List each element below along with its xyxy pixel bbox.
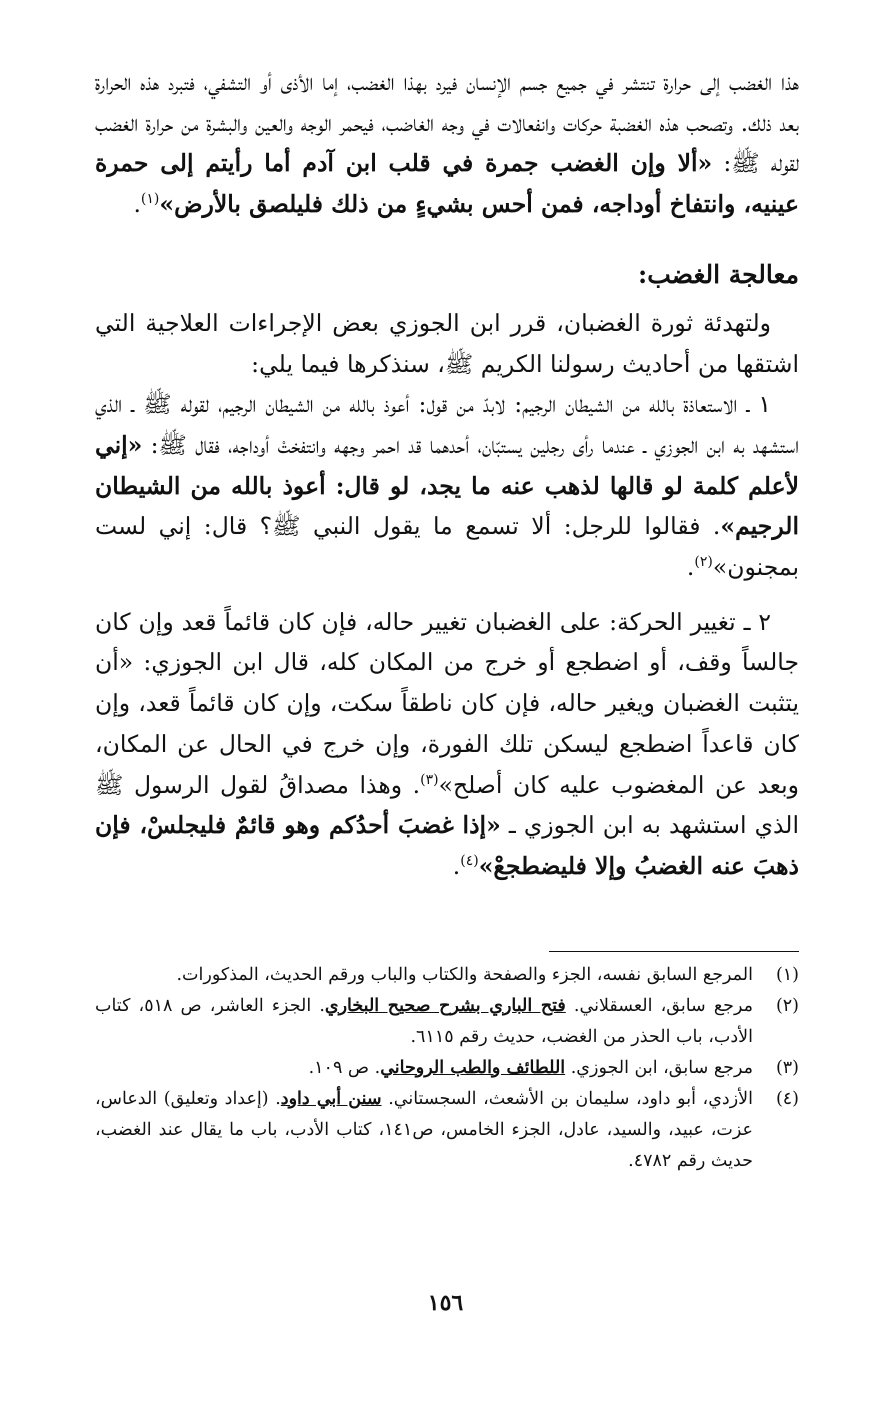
punctuation: . [133, 190, 141, 219]
citation-author: مرجع سابق، ابن الجوزي. [570, 1057, 753, 1078]
footnote-number: (٤) [775, 1088, 799, 1109]
footnote-2 [95, 991, 799, 1053]
paragraph-text: . وهذا مصداقُ لقول الرسول ﷺ الذي استشهد به ابن الجوزي ـ [95, 770, 799, 840]
citation-title: سنن أبي داود [280, 1088, 382, 1109]
footnote-text: المرجع السابق نفسه، الجزء والصفحة والكتاب والباب ورقم الحديث، المذكورات. [176, 964, 753, 985]
hadith-quote: «إذا غضبَ أحدُكم وهو قائمٌ فليجلسْ، فإن ذهبَ عنه الغضبُ وإلا فليضطجعْ» [95, 811, 799, 880]
citation-author: الأزدي، أبو داود، سليمان بن الأشعث، السجستاني. [388, 1088, 753, 1109]
citation-details: . الجزء العاشر، ص ٥١٨، كتاب الأدب، باب الحذر من الغضب، حديث رقم ٦١١٥. [95, 995, 753, 1047]
footnote-ref: (٤) [460, 853, 479, 870]
footnote-ref: (١) [140, 191, 160, 208]
footnote-3 [95, 1053, 799, 1084]
citation-title: فتح الباري بشرح صحيح البخاري [324, 995, 566, 1016]
footnote-4 [95, 1084, 799, 1177]
paragraph-text: . فقالوا للرجل: ألا تسمع ما يقول النبي ﷺ؟ قال: إني لست بمجنون» [95, 512, 799, 582]
paragraph-intro: ولتهدئة ثورة الغضبان، قرر ابن الجوزي بعض الإجراءات العلاجية التي اشتقها من أحاديث رسولنا الكريم ﷺ، سنذكرها فيما يلي: [95, 308, 799, 378]
section-heading: معالجة الغضب: [637, 259, 799, 289]
paragraph-text: ٢ ـ تغيير الحركة: على الغضبان تغيير حاله، فإن كان قائماً قعد وإن كان جالساً وقف، أو اضطجع أو خرج من المكان كله، قال ابن الجوزي: «أن يتثبت الغضبان ويغير حاله، فإن كان ناطقاً سكت، وإن كان قائماً قعد، وإن كان قاعداً اضطجع ليسكن تلك الفورة، وإن خرج في الحال عن المكان، وبعد عن المغضوب عليه كان أصلح» [95, 607, 799, 799]
footnote-number: (٢) [775, 995, 799, 1016]
footnote-ref: (٢) [694, 554, 713, 571]
footnote-text [95, 991, 753, 1053]
citation-author: مرجع سابق، العسقلاني. [573, 995, 753, 1016]
footnote-divider [549, 951, 799, 952]
punctuation: . [452, 851, 461, 880]
hadith-quote: «ألا وإن الغضب جمرة في قلب ابن آدم أما رأيتم إلى حمرة عينيه، وانتفاخ أوداجه، فمن أحس بشيءٍ من ذلك فليلصق بالأرض» [95, 149, 799, 219]
footnote-ref: (٣) [420, 771, 439, 788]
citation-details: . (إعداد وتعليق) الدعاس، عزت، عبيد، والسيد، عادل، الجزء الخامس، ص١٤١، كتاب الأدب، باب ما يقال عند الغضب، حديث رقم ٤٧٨٢. [95, 1088, 753, 1171]
citation-title: اللطائف والطب الروحاني [380, 1057, 566, 1078]
footnotes [95, 960, 799, 1177]
footnote-number: (٣) [775, 1057, 799, 1078]
footnote-1 [95, 960, 799, 991]
footnote-text [95, 1084, 753, 1177]
hadith-quote: «إني لأعلم كلمة لو قالها لذهب عنه ما يجد، لو قال: أعوذ بالله من الشيطان الرجيم» [95, 430, 799, 541]
paragraph-text: ١ ـ الاستعاذة بالله من الشيطان الرجيم: لابدّ من قول: أعوذ بالله من الشيطان الرجيم، لقوله ﷺ ـ الذي استشهد به ابن الجوزي ـ عندما رأى رجلين يستبّان، أحدهما قد احمر وجهه وانتفختْ أوداجه، فقال ﷺ: [95, 390, 799, 459]
paragraph-change-posture [95, 602, 799, 887]
page-number: ١٥٦ [427, 1290, 464, 1316]
paragraph-seeking-refuge [95, 384, 799, 588]
citation-details: . ص ١٠٩. [308, 1057, 381, 1078]
footnote-text [95, 1053, 753, 1084]
paragraph-anger-heat [95, 62, 799, 225]
punctuation: . [686, 553, 695, 582]
paragraph-text: هذا الغضب إلى حرارة تنتشر في جميع جسم الإنسان فيرد بهذا الغضب، إما الأذى أو التشفي، فتبرد هذه الحرارة بعد ذلك. وتصحب هذه الغضبة حركات وانفعالات في وجه الغاضب، فيحمر الوجه والعين والبشرة من حرارة الغضب لقوله ﷺ: [95, 68, 799, 178]
footnote-number: (١) [775, 964, 799, 985]
